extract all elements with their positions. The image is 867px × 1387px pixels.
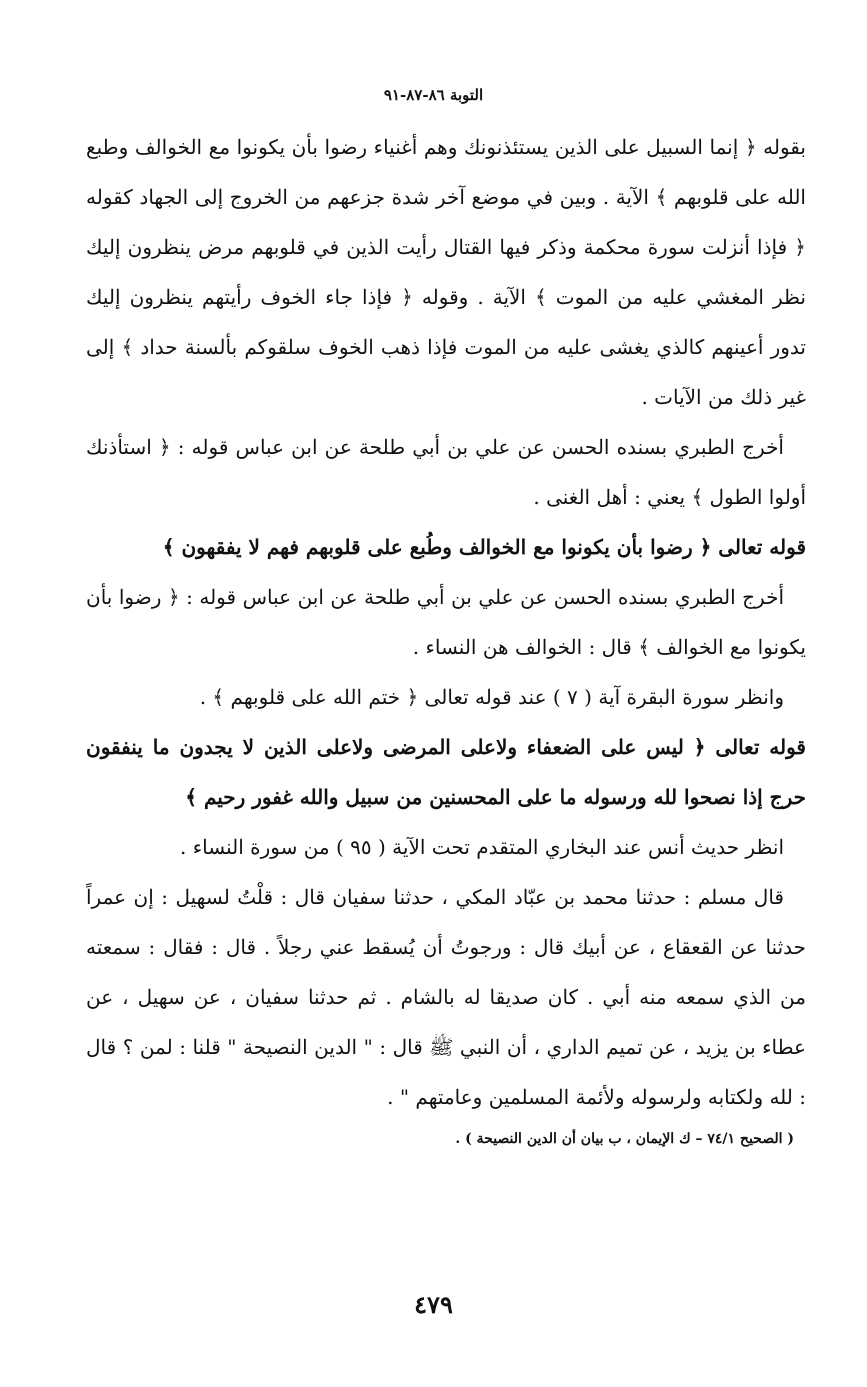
hadith-paragraph: قال مسلم : حدثنا محمد بن عبّاد المكي ، حدثنا سفيان قال : قلْتُ لسهيل : إن عمراً حدثنا عن القعقاع ، عن أبيك قال : ورجوتُ أن يُسقط عني رجلاً . قال : فقال : سمعته من الذي سمعه منه أبي . كان صديقا له بالشام . ثم حدثنا سفيان ، عن سهيل ، عن عطاء بن يزيد ، عن تميم الداري ، أن النبي ﷺ قال : " الدين النصيحة " قلنا : لمن ؟ قال : لله ولكتابه ولرسوله ولأئمة المسلمين وعامتهم " . xyxy=(86,885,806,1109)
tabari-narration-paragraph: أخرج الطبري بسنده الحسن عن علي بن أبي طلحة عن ابن عباس قوله : ﴿ رضوا بأن يكونوا مع الخوالف ﴾ قال : الخوالف هن النساء . xyxy=(86,585,806,659)
page-number: ٤٧٩ xyxy=(414,1290,453,1319)
tabari-narration-paragraph: أخرج الطبري بسنده الحسن عن علي بن أبي طلحة عن ابن عباس قوله : ﴿ استأذنك أولوا الطول ﴾ يعني : أهل الغنى . xyxy=(86,435,806,509)
commentary-paragraph: بقوله ﴿ إنما السبيل على الذين يستئذنونك وهم أغنياء رضوا بأن يكونوا مع الخوالف وطبع الله على قلوبهم ﴾ الآية . وبين في موضع آخر شدة جزعهم من الخروج إلى الجهاد كقوله ﴿ فإذا أنزلت سورة محكمة وذكر فيها القتال رأيت الذين في قلوبهم مرض ينظرون إليك نظر المغشي عليه من الموت ﴾ الآية . وقوله ﴿ فإذا جاء الخوف رأيتهم ينظرون إليك تدور أعينهم كالذي يغشى عليه من الموت فإذا ذهب الخوف سلقوكم بألسنة حداد ﴾ إلى غير ذلك من الآيات . xyxy=(86,135,806,409)
verse-heading: قوله تعالى ﴿ رضوا بأن يكونوا مع الخوالف وطُبع على قلوبهم فهم لا يفقهون ﴾ xyxy=(162,535,806,559)
verse-heading: قوله تعالى ﴿ ليس على الضعفاء ولاعلى المرضى ولاعلى الذين لا يجدون ما ينفقون حرج إذا نصحوا لله ورسوله ما على المحسنين من سبيل والله غفور رحيم ﴾ xyxy=(86,735,806,809)
cross-reference-paragraph: وانظر سورة البقرة آية ( ٧ ) عند قوله تعالى ﴿ ختم الله على قلوبهم ﴾ . xyxy=(199,685,784,709)
source-citation: ( الصحيح ٧٤/١ – ك الإيمان ، ب بيان أن الدين النصيحة ) . xyxy=(455,1131,794,1147)
running-header: التوبة ٨٦-٨٧-٩١ xyxy=(383,86,484,104)
cross-reference-paragraph: انظر حديث أنس عند البخاري المتقدم تحت الآية ( ٩٥ ) من سورة النساء . xyxy=(180,835,784,859)
page-body xyxy=(86,122,806,1154)
